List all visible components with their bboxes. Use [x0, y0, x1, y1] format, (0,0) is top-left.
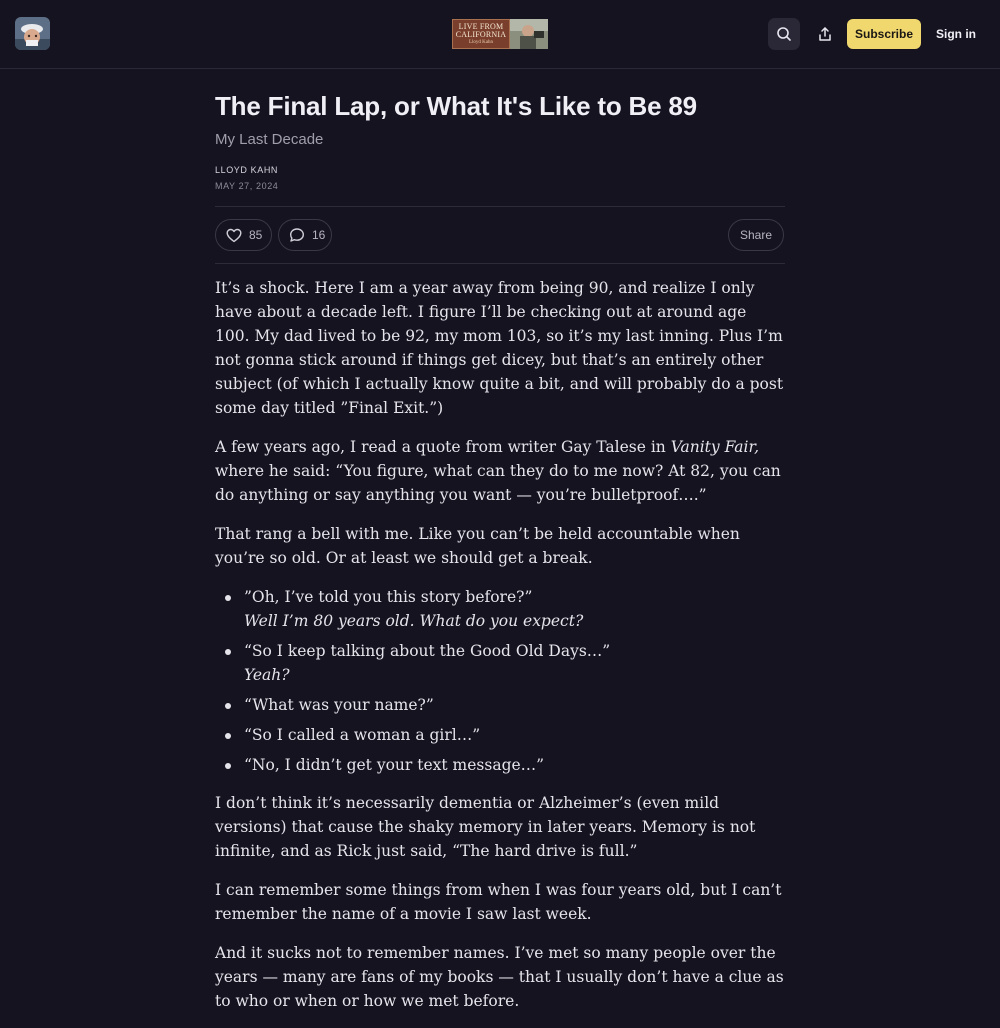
logo-line-1: LIVE FROM — [458, 21, 504, 31]
share-icon — [817, 26, 833, 42]
comments-button[interactable] — [278, 219, 332, 251]
like-count: 85 — [249, 228, 263, 242]
divider-top — [215, 206, 785, 207]
paragraph-3: That rang a bell with me. Like you can’t be held accountable when you’re so old. Or at least we should get a break. — [215, 525, 740, 567]
paragraph-6: And it sucks not to remember names. I’ve met so many people over the years — many are fans of my books — that I usually don’t have a clue as to who or when or how we met before. — [215, 944, 784, 1010]
search-button[interactable] — [768, 18, 800, 50]
list-item — [215, 753, 785, 777]
paragraph-2-start: A few years ago, I read a quote from writer Gay Talese in — [215, 438, 671, 456]
list-item-text: ”Oh, I’ve told you this story before?” — [244, 588, 533, 606]
post-title: The Final Lap, or What It's Like to Be 89 — [215, 91, 697, 121]
share-button[interactable]: Share — [728, 219, 784, 251]
author-avatar-icon[interactable] — [15, 17, 50, 50]
subscribe-button[interactable]: Subscribe — [847, 19, 921, 49]
post-date: MAY 27, 2024 — [215, 181, 279, 191]
paragraph-5: I can remember some things from when I was four years old, but I can’t remember the name of a movie I saw last week. — [215, 881, 782, 923]
list-item — [215, 693, 785, 717]
list-item-text: “No, I didn’t get your text message…” — [244, 756, 545, 774]
paragraph-4: I don’t think it’s necessarily dementia or Alzheimer’s (even mild versions) that cause the shaky memory in later years. Memory is not infinite, and as Rick just said, “The hard drive is full.” — [215, 794, 756, 860]
publication-logo[interactable] — [452, 19, 548, 49]
post-body — [215, 276, 785, 1028]
post-subtitle: My Last Decade — [215, 131, 324, 148]
sign-in-button[interactable]: Sign in — [936, 27, 976, 41]
list-item-reply: Yeah? — [244, 666, 290, 684]
like-button[interactable] — [215, 219, 272, 251]
logo-line-2: CALIFORNIA — [455, 29, 507, 39]
logo-line-3: Lloyd Kahn — [468, 39, 494, 45]
list-item-text: “What was your name?” — [244, 696, 434, 714]
author-name[interactable]: LLOYD KAHN — [215, 165, 279, 175]
header-share-button[interactable] — [811, 19, 839, 49]
paragraph-2 — [215, 435, 785, 507]
paragraph-1: It’s a shock. Here I am a year away from being 90, and realize I only have about a decade left. I figure I’ll be checking out at around age 100. My dad lived to be 92, my mom 103, so it’s my last inning. Plus I’m not gonna stick around if things get dicey, but that’s an entirely other subject (of which I actually know quite a bit, and will probably do a post some day titled ”Final Exit.”) — [215, 279, 784, 417]
logo-photo — [510, 19, 548, 49]
logo-text-block — [452, 19, 510, 49]
divider-bottom — [215, 263, 785, 264]
heart-icon — [226, 228, 242, 243]
comment-icon — [289, 227, 305, 243]
list-item-text: “So I called a woman a girl…” — [244, 726, 481, 744]
list-item-text: “So I keep talking about the Good Old Days…” — [244, 642, 611, 660]
comment-count: 16 — [312, 228, 326, 242]
list-item — [215, 585, 785, 633]
list-item-reply: Well I’m 80 years old. What do you expect? — [244, 612, 584, 630]
search-icon — [776, 26, 792, 42]
vanity-fair-title: Vanity Fair, — [670, 438, 760, 456]
paragraph-2-end: where he said: “You figure, what can they do to me now? At 82, you can do anything or say anything you want — you’re bulletproof….” — [215, 462, 781, 504]
quote-list — [215, 585, 785, 777]
top-bar — [0, 0, 1000, 69]
list-item — [215, 639, 785, 687]
list-item — [215, 723, 785, 747]
